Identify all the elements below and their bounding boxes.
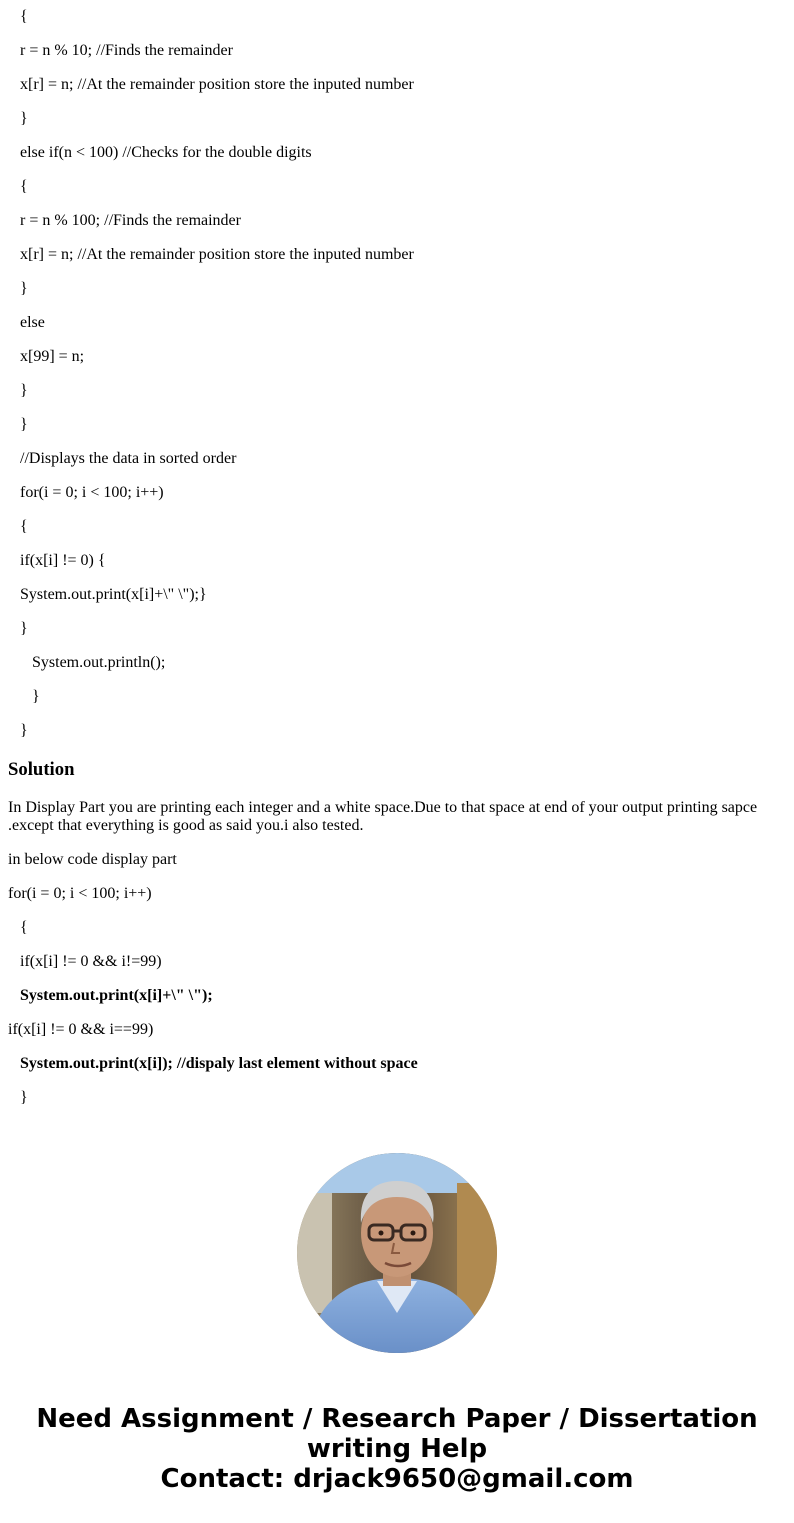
solution-code-line-7: } (20, 1089, 28, 1106)
code-line-20: System.out.println(); (32, 654, 166, 671)
code-line-1: { (20, 8, 28, 25)
code-line-10: else (20, 314, 45, 331)
code-line-12: } (20, 382, 28, 399)
solution-code-line-1: for(i = 0; i < 100; i++) (8, 885, 152, 902)
solution-paragraph: In Display Part you are printing each integer and a white space.Due to that space at end of your output printing sapce .except that everything is good as said you.i also tested. (8, 799, 758, 834)
code-line-16: { (20, 518, 28, 535)
code-line-13: } (20, 416, 28, 433)
code-line-8: x[r] = n; //At the remainder position store the inputed number (20, 246, 414, 263)
footer-line-2: writing Help (306, 1434, 488, 1464)
code-line-6: { (20, 178, 28, 195)
code-line-5: else if(n < 100) //Checks for the double digits (20, 144, 312, 161)
author-photo-icon (297, 1153, 497, 1353)
solution-code-line-6: System.out.print(x[i]); //dispaly last element without space (20, 1055, 418, 1072)
code-line-14: //Displays the data in sorted order (20, 450, 237, 467)
code-line-2: r = n % 10; //Finds the remainder (20, 42, 233, 59)
code-line-15: for(i = 0; i < 100; i++) (20, 484, 164, 501)
code-line-9: } (20, 280, 28, 297)
solution-code-line-4: System.out.print(x[i]+\" \"); (20, 987, 213, 1004)
code-line-19: } (20, 620, 28, 637)
code-line-4: } (20, 110, 28, 127)
code-line-3: x[r] = n; //At the remainder position store the inputed number (20, 76, 414, 93)
footer-line-1: Need Assignment / Research Paper / Dissertation (36, 1404, 758, 1434)
code-line-11: x[99] = n; (20, 348, 85, 365)
code-line-17: if(x[i] != 0) { (20, 552, 106, 569)
solution-heading: Solution (8, 759, 75, 780)
code-line-21: } (32, 688, 40, 705)
code-line-7: r = n % 100; //Finds the remainder (20, 212, 241, 229)
solution-code-line-3: if(x[i] != 0 && i!=99) (20, 953, 162, 970)
solution-intro: in below code display part (8, 851, 177, 868)
code-line-18: System.out.print(x[i]+\" \");} (20, 586, 207, 603)
solution-code-line-2: { (20, 919, 28, 936)
code-line-22: } (20, 722, 28, 739)
solution-code-line-5: if(x[i] != 0 && i==99) (8, 1021, 154, 1038)
footer-banner (0, 1404, 794, 1494)
footer-contact: Contact: drjack9650@gmail.com (160, 1464, 634, 1494)
author-avatar (297, 1153, 497, 1353)
